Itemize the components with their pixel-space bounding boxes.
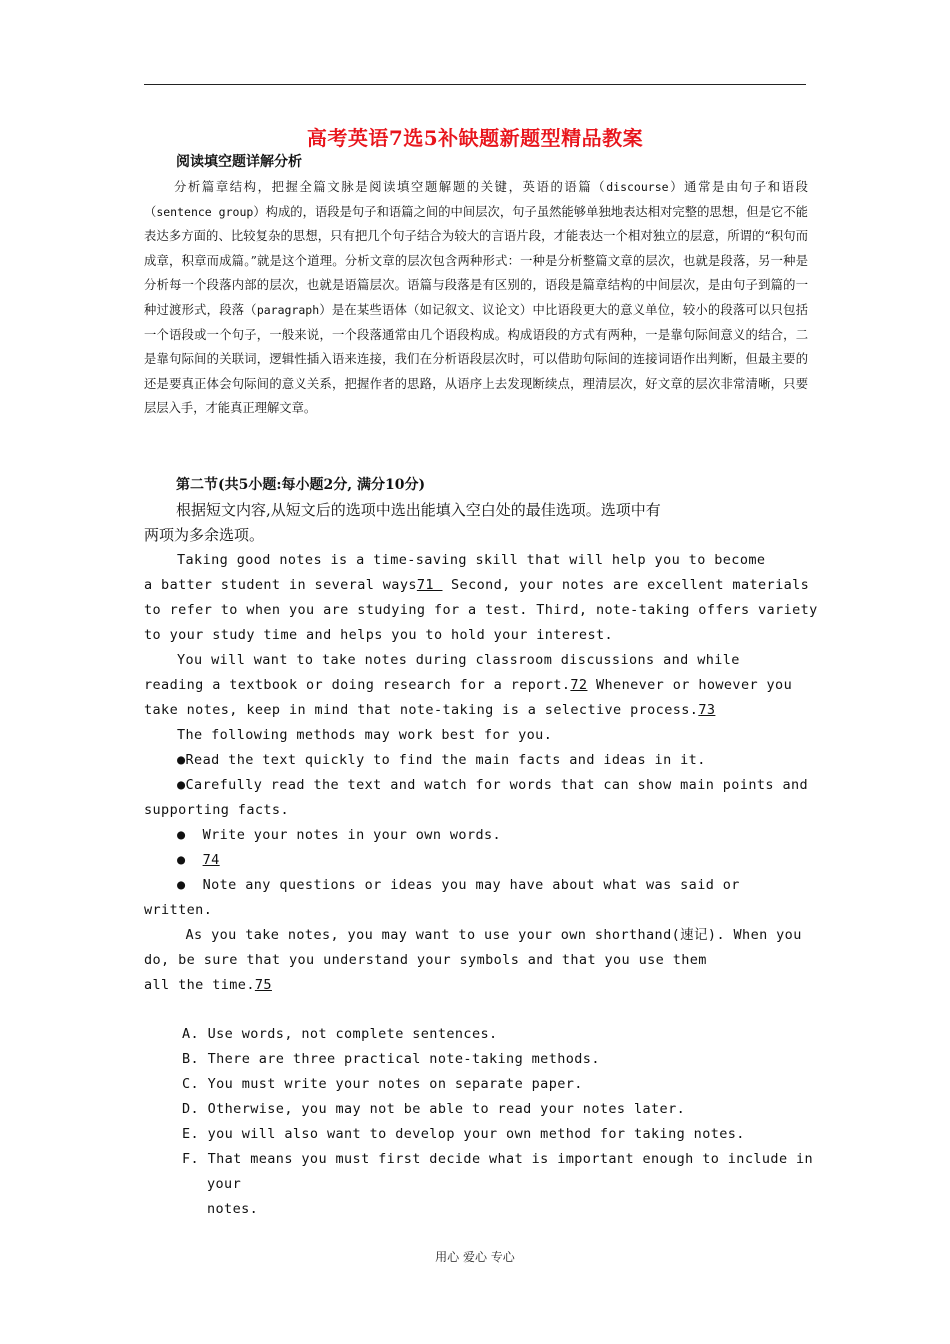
- blank-71: 71: [416, 577, 443, 593]
- passage-line: [144, 673, 812, 698]
- passage-text: all the time.: [144, 977, 255, 993]
- bullet-item: ●Carefully read the text and watch for words that can show main points and: [177, 777, 809, 793]
- passage-line: [144, 698, 812, 723]
- bullet-item: ●Read the text quickly to find the main facts and ideas in it.: [177, 752, 706, 768]
- blank-72: 72: [570, 677, 588, 693]
- intro-text-3: ）构成的，语段是句子和语篇之间的中间层次，句子虽然能够单独地表达相对完整的思想，但是它不能表达多方面的、比较复杂的思想，只有把几个句子结合为较大的言语片段，才能表达一个相对独立的层意，所谓的“积句而成章，积章而成篇。”就是这个道理。分析文章的层次包含两种形式：一种是分析整篇文章的层次，也就是段落，另一种是分析每一个段落内部的层次，也就是语篇层次。语篇与段落是有区别的，语段是篇章结构的中间层次，是由句子到篇的一种过渡形式，段落（: [144, 204, 808, 317]
- blank-74: 74: [202, 852, 220, 868]
- page-footer: 用心 爱心 专心: [435, 1250, 515, 1264]
- instructions-line-2: 两项为多余选项。: [144, 526, 265, 544]
- passage-line: As you take notes, you may want to use your own shorthand(速记). When you: [177, 927, 802, 943]
- section-title: 第二节(共5小题:每小题2分, 满分10分): [176, 477, 426, 493]
- intro-text-1: 分析篇章结构，把握全篇文脉是阅读填空题解题的关键，英语的语篇（: [174, 180, 607, 194]
- intro-term-sentence-group: sentence group: [156, 204, 254, 219]
- option-a: A. Use words, not complete sentences.: [182, 1026, 498, 1042]
- bullet-marker: ●: [177, 852, 203, 868]
- option-f-continuation: notes.: [207, 1201, 259, 1217]
- intro-term-discourse: discourse: [606, 180, 669, 194]
- passage-line: Taking good notes is a time-saving skill that will help you to become: [177, 552, 766, 568]
- passage-line: to refer to when you are studying for a test. Third, note-taking offers variety: [144, 602, 818, 618]
- subheading: 阅读填空题详解分析: [176, 154, 302, 170]
- option-e: E. you will also want to develop your own method for taking notes.: [182, 1126, 745, 1142]
- option-f-continuation: your: [207, 1176, 242, 1192]
- passage-line: to your study time and helps you to hold your interest.: [144, 627, 614, 643]
- header-rule: [144, 84, 806, 85]
- passage-text: take notes, keep in mind that note-taking is a selective process.: [144, 702, 699, 718]
- passage-text: Whenever or however you: [587, 677, 793, 693]
- option-c: C. You must write your notes on separate paper.: [182, 1076, 583, 1092]
- passage-line: supporting facts.: [144, 802, 289, 818]
- bullet-item: ● Write your notes in your own words.: [177, 827, 502, 843]
- answer-options: [182, 1022, 812, 1222]
- option-d: D. Otherwise, you may not be able to read your notes later.: [182, 1101, 686, 1117]
- passage-line: You will want to take notes during classroom discussions and while: [177, 652, 740, 668]
- passage-line: The following methods may work best for you.: [177, 727, 553, 743]
- intro-text-2: ）通常是由句子和语段（: [144, 180, 808, 219]
- passage-line: [144, 573, 812, 598]
- blank-75: 75: [254, 977, 272, 993]
- page-title: 高考英语7选5补缺题新题型精品教案: [306, 126, 644, 150]
- intro-paragraph: [144, 175, 808, 421]
- blank-73: 73: [698, 702, 716, 718]
- passage-text: a batter student in several ways: [144, 577, 417, 593]
- passage-line: [144, 973, 812, 998]
- instructions-line-1: 根据短文内容,从短文后的选项中选出能填入空白处的最佳选项。选项中有: [176, 501, 661, 519]
- passage-text: Second, your notes are excellent materials: [442, 577, 810, 593]
- option-b: B. There are three practical note-taking methods.: [182, 1051, 600, 1067]
- option-f: F. That means you must first decide what is important enough to include in: [182, 1151, 814, 1167]
- intro-text-4: ）是在某些语体（如记叙文、议论文）中比语段更大的意义单位，较小的段落可以只包括一个语段或一个句子，一般来说，一个段落通常由几个语段构成。构成语段的方式有两种，一是靠句际间意义的结合，二是靠句际间的关联词，逻辑性插入语来连接，我们在分析语段层次时，可以借助句际间的连接词语作出判断，但最主要的还是要真正体会句际间的意义关系，把握作者的思路，从语序上去发现断续点，理清层次，好文章的层次非常清晰，只要层层入手，才能真正理解文章。: [144, 302, 808, 416]
- instructions: [144, 498, 794, 548]
- bullet-item: [144, 848, 812, 873]
- passage-line: written.: [144, 902, 213, 918]
- intro-term-paragraph: paragraph: [256, 302, 320, 317]
- bullet-item: ● Note any questions or ideas you may have about what was said or: [177, 877, 740, 893]
- passage-line: do, be sure that you understand your symbols and that you use them: [144, 952, 707, 968]
- passage-text: reading a textbook or doing research for a report.: [144, 677, 571, 693]
- reading-passage: [144, 548, 818, 998]
